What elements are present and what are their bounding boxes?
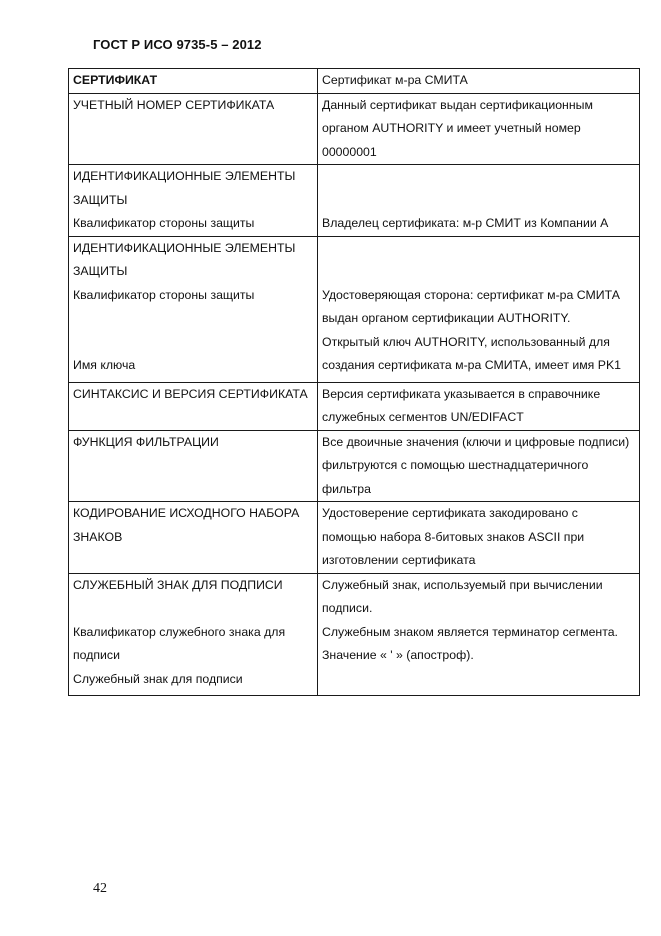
cell-certificate-label: СЕРТИФИКАТ — [69, 69, 318, 94]
signature-char-value: Значение « ' » (апостроф). — [322, 648, 474, 662]
certificate-owner-value: Владелец сертификата: м-р СМИТ из Компании А — [322, 216, 609, 230]
signature-char-label: Служебный знак для подписи — [73, 671, 243, 686]
security-ids-heading: ИДЕНТИФИКАЦИОННЫЕ ЭЛЕМЕНТЫ ЗАЩИТЫ — [73, 240, 296, 278]
document-header: ГОСТ Р ИСО 9735-5 – 2012 — [93, 37, 262, 52]
table-row — [69, 573, 640, 696]
key-name-label: Имя ключа — [73, 358, 136, 372]
cell-signature-char-label — [69, 573, 318, 696]
spacer — [322, 237, 635, 284]
signature-char-qualifier-label: Квалификатор служебного знака для подписи — [73, 624, 286, 662]
table-row — [69, 430, 640, 502]
table-row — [69, 165, 640, 237]
table-row — [69, 502, 640, 574]
cell-charset-encoding-label: КОДИРОВАНИЕ ИСХОДНОГО НАБОРА ЗНАКОВ — [69, 502, 318, 574]
signature-char-heading: СЛУЖЕБНЫЙ ЗНАК ДЛЯ ПОДПИСИ — [73, 577, 283, 592]
table-row — [69, 69, 640, 94]
security-party-qualifier-label: Квалификатор стороны защиты — [73, 287, 255, 302]
certificate-table — [68, 68, 640, 696]
cell-syntax-version-value: Версия сертификата указывается в справочнике служебных сегментов UN/EDIFACT — [318, 382, 640, 430]
spacer — [322, 165, 635, 212]
cell-filter-function-label: ФУНКЦИЯ ФИЛЬТРАЦИИ — [69, 430, 318, 502]
cell-certificate-value: Сертификат м-ра СМИТА — [318, 69, 640, 94]
page-number: 42 — [93, 881, 107, 896]
certifying-party-value: Удостоверяющая сторона: сертификат м-ра СМИТА выдан органом сертификации AUTHORITY. — [322, 287, 620, 325]
table-row — [69, 382, 640, 430]
signature-char-qualifier-value: Служебным знаком является терминатор сегмента. — [322, 624, 618, 639]
cell-security-ids-2-value — [318, 236, 640, 382]
cell-charset-encoding-value: Удостоверение сертификата закодировано с помощью набора 8-битовых знаков ASCII при изготовлении сертификата — [318, 502, 640, 574]
security-ids-heading: ИДЕНТИФИКАЦИОННЫЕ ЭЛЕМЕНТЫ ЗАЩИТЫ — [73, 169, 296, 207]
public-key-value: Открытый ключ AUTHORITY, использованный для создания сертификата м-ра СМИТА, имеет имя PK1 — [322, 334, 622, 372]
cell-signature-char-value — [318, 573, 640, 696]
signature-char-description: Служебный знак, используемый при вычислении подписи. — [322, 577, 603, 615]
cell-account-number-value: Данный сертификат выдан сертификационным органом AUTHORITY и имеет учетный номер 00000001 — [318, 93, 640, 165]
cell-filter-function-value: Все двоичные значения (ключи и цифровые подписи) фильтруются с помощью шестнадцатеричного фильтра — [318, 430, 640, 502]
table-row — [69, 93, 640, 165]
cell-syntax-version-label: СИНТАКСИС И ВЕРСИЯ СЕРТИФИКАТА — [69, 382, 318, 430]
cell-account-number-label: УЧЕТНЫЙ НОМЕР СЕРТИФИКАТА — [69, 93, 318, 165]
security-party-qualifier-label: Квалификатор стороны защиты — [73, 216, 255, 230]
cell-security-ids-2 — [69, 236, 318, 382]
cell-security-ids-1-value — [318, 165, 640, 237]
table-row — [69, 236, 640, 382]
cell-security-ids-1 — [69, 165, 318, 237]
